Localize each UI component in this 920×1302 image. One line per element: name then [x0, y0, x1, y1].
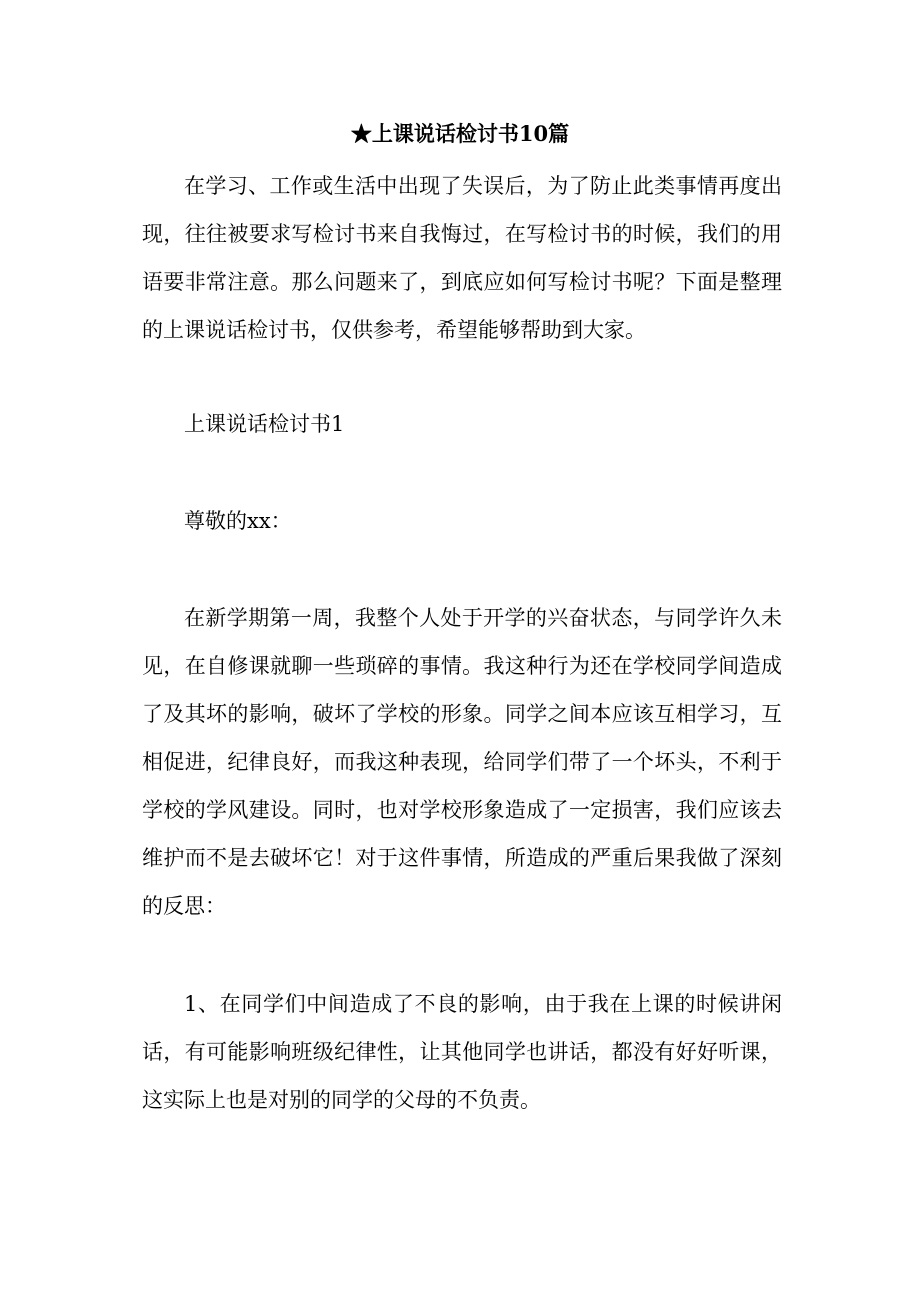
body-paragraph: 在新学期第一周，我整个人处于开学的兴奋状态，与同学许久未见，在自修课就聊一些琐碎的事情。我这种行为还在学校同学间造成了及其坏的影响，破坏了学校的形象。同学之间本应该互相学习，互相促进，纪律良好，而我这种表现，给同学们带了一个坏头，不利于学校的学风建设。同时，也对学校形象造成了一定损害，我们应该去维护而不是去破坏它！对于这件事情，所造成的严重后果我做了深刻的反思：: [142, 606, 782, 918]
section-heading: 上课说话检讨书1: [184, 412, 345, 436]
document-title: ★上课说话检讨书10篇: [350, 121, 570, 146]
salutation: 尊敬的xx：: [184, 509, 292, 533]
intro-paragraph: 在学习、工作或生活中出现了失误后，为了防止此类事情再度出现，往往被要求写检讨书来自我悔过，在写检讨书的时候，我们的用语要非常注意。那么问题来了，到底应如何写检讨书呢？下面是整理的上课说话检讨书，仅供参考，希望能够帮助到大家。: [142, 174, 782, 342]
list-item: 1、在同学们中间造成了不良的影响，由于我在上课的时候讲闲话，有可能影响班级纪律性，让其他同学也讲话，都没有好好听课，这实际上也是对别的同学的父母的不负责。: [142, 992, 782, 1112]
